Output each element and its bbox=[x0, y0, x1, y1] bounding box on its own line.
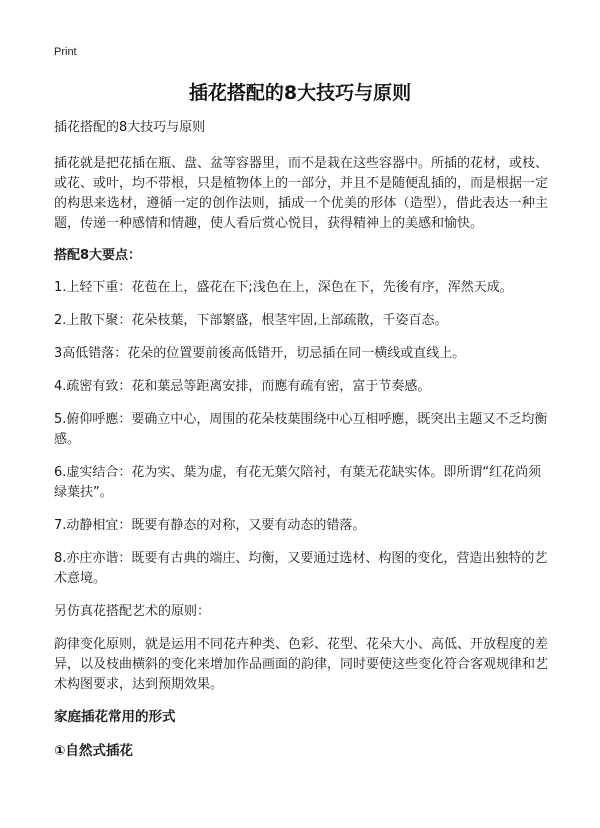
list-item: 4.疏密有致：花和葉忌等距离安排，而應有疏有密，富于节奏感。 bbox=[54, 379, 431, 394]
natural-style-heading: ①自然式插花 bbox=[54, 743, 133, 759]
list-item: 3高低错落：花朵的位置要前後高低错开，切忌插在同一横线或直线上。 bbox=[54, 346, 466, 361]
article-subtitle: 插花搭配的8大技巧与原则 bbox=[54, 120, 206, 135]
list-item: 6.虚实结合：花为实、葉为虚，有花无葉欠陪衬，有葉无花缺实体。即所谓“红花尚须绿葉扶”。 bbox=[54, 465, 542, 500]
list-item: 1.上轻下重：花苞在上，盛花在下;浅色在上，深色在下，先後有序，浑然天成。 bbox=[54, 280, 513, 295]
list-item: 5.俯仰呼應：要确立中心，周围的花朵枝葉围绕中心互相呼應，既突出主题又不乏均衡感。 bbox=[54, 412, 548, 447]
list-item: 8.亦庄亦谐：既要有古典的端庄、均衡，又要通过选材、构图的变化，营造出独特的艺术意境。 bbox=[54, 551, 548, 586]
rhythm-paragraph: 韵律变化原则，就是运用不同花卉种类、色彩、花型、花朵大小、高低、开放程度的差异，以及枝曲横斜的变化来增加作品画面的韵律，同时要使这些变化符合客观规律和艺术构图要求，达到预期效果。 bbox=[54, 637, 549, 692]
points-heading: 搭配8大要点： bbox=[54, 248, 142, 263]
list-item: 2.上散下聚：花朵枝葉，下部繁盛，根茎牢固,上部疏散，千姿百态。 bbox=[54, 313, 448, 328]
article-body bbox=[54, 118, 548, 775]
intro-paragraph: 插花就是把花插在瓶、盘、盆等容器里，而不是栽在这些容器中。所插的花材，或枝、或花、或叶，均不带根，只是植物体上的一部分，并且不是随便乱插的，而是根据一定的构思来选材，遵循一定的创作法则，插成一个优美的形体（造型），借此表达一种主题，传递一种感情和情趣，使人看后赏心悦目，获得精神上的美感和愉快。 bbox=[54, 156, 549, 231]
principle-intro: 另仿真花搭配艺术的原则： bbox=[54, 604, 211, 619]
print-link[interactable]: Print bbox=[54, 46, 77, 58]
list-item: 7.动静相宜：既要有静态的对称，又要有动态的错落。 bbox=[54, 518, 366, 533]
forms-heading: 家庭插花常用的形式 bbox=[54, 709, 176, 725]
page-title: 插花搭配的8大技巧与原则 bbox=[188, 82, 412, 104]
